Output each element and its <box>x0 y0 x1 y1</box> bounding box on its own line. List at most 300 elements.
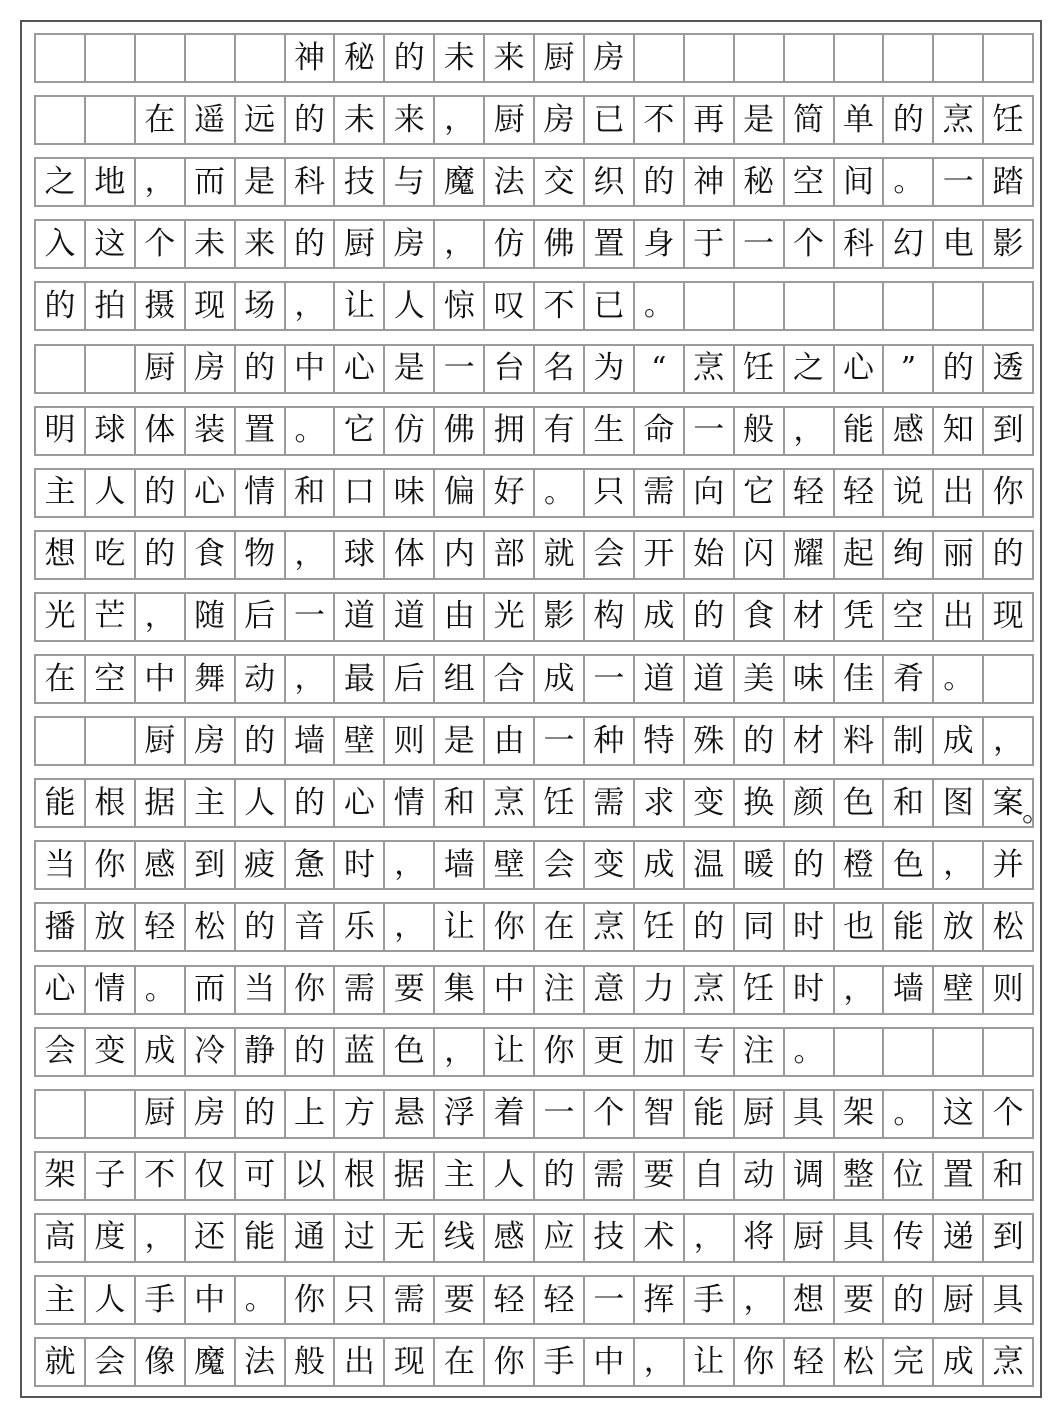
grid-cell: 拍 <box>86 283 136 329</box>
grid-cell: 佳 <box>835 656 885 702</box>
grid-cell: 感 <box>136 842 186 888</box>
grid-cell: 。 <box>785 1029 835 1075</box>
grid-cell <box>86 97 136 143</box>
grid-cell: 能 <box>835 408 885 454</box>
grid-cell: 图 <box>934 780 984 826</box>
grid-cell: 会 <box>585 532 635 578</box>
grid-cell: 轻 <box>535 1277 585 1323</box>
grid-cell: 悬 <box>385 1091 435 1137</box>
grid-row <box>34 778 1052 830</box>
grid-cell: 一 <box>535 718 585 764</box>
grid-cell: 时 <box>335 842 385 888</box>
grid-cell: 手 <box>535 1339 585 1385</box>
grid-cell: 的 <box>286 1029 336 1075</box>
grid-cell: 它 <box>335 408 385 454</box>
grid-cell: 这 <box>86 221 136 267</box>
grid-cell: 注 <box>735 1029 785 1075</box>
grid-cell: 术 <box>635 1215 685 1261</box>
grid-cell: 成 <box>535 656 585 702</box>
grid-cell <box>984 283 1034 329</box>
grid-cell: 。 <box>286 408 336 454</box>
grid-cell: 一 <box>435 346 485 392</box>
grid-row <box>34 281 1034 331</box>
grid-cell: 则 <box>984 967 1034 1013</box>
grid-cell: 专 <box>685 1029 735 1075</box>
grid-cell: 道 <box>385 594 435 640</box>
grid-cell <box>835 283 885 329</box>
grid-cell: 装 <box>186 408 236 454</box>
grid-cell: 厨 <box>485 97 535 143</box>
grid-cell: 美 <box>735 656 785 702</box>
grid-cell: 之 <box>785 346 835 392</box>
grid-cell: 主 <box>36 1277 86 1323</box>
grid-cell: 物 <box>236 532 286 578</box>
grid-cell: 仅 <box>186 1153 236 1199</box>
grid-cell: 递 <box>934 1215 984 1261</box>
grid-cell: 。 <box>884 1091 934 1137</box>
grid-cell: 需 <box>585 1153 635 1199</box>
grid-cell: 轻 <box>785 470 835 516</box>
grid-cell: 你 <box>535 1029 585 1075</box>
grid-row <box>34 1089 1034 1139</box>
grid-cell: 线 <box>435 1215 485 1261</box>
grid-cell: 完 <box>884 1339 934 1385</box>
grid-cell: 构 <box>585 594 635 640</box>
grid-cell: 的 <box>36 283 86 329</box>
grid-cell: 交 <box>535 159 585 205</box>
grid-cell: 的 <box>635 159 685 205</box>
grid-row <box>34 592 1034 642</box>
grid-cell: 魔 <box>435 159 485 205</box>
grid-cell: 时 <box>785 904 835 950</box>
grid-cell: 场 <box>236 283 286 329</box>
grid-cell: 身 <box>635 221 685 267</box>
grid-cell <box>785 35 835 81</box>
grid-cell: 在 <box>136 97 186 143</box>
grid-cell: 地 <box>86 159 136 205</box>
grid-row <box>34 1275 1034 1325</box>
grid-cell: 当 <box>236 967 286 1013</box>
grid-cell: 空 <box>86 656 136 702</box>
grid-cell: 调 <box>785 1153 835 1199</box>
grid-cell: 科 <box>835 221 885 267</box>
grid-cell: 现 <box>385 1339 435 1385</box>
grid-cell: 影 <box>984 221 1034 267</box>
grid-cell: 出 <box>335 1339 385 1385</box>
grid-cell: 织 <box>585 159 635 205</box>
grid-cell: 中 <box>485 967 535 1013</box>
grid-cell: 就 <box>36 1339 86 1385</box>
grid-cell: 具 <box>984 1277 1034 1323</box>
grid-cell: 随 <box>186 594 236 640</box>
grid-cell <box>835 35 885 81</box>
grid-cell: 惊 <box>435 283 485 329</box>
grid-cell <box>86 1091 136 1137</box>
grid-cell <box>136 35 186 81</box>
grid-cell: 需 <box>385 1277 435 1323</box>
grid-cell: ， <box>835 967 885 1013</box>
grid-cell: 加 <box>635 1029 685 1075</box>
grid-cell: 温 <box>685 842 735 888</box>
grid-cell: 轻 <box>485 1277 535 1323</box>
grid-cell: 一 <box>585 656 635 702</box>
grid-cell: 饪 <box>535 780 585 826</box>
grid-cell: 再 <box>685 97 735 143</box>
grid-cell: 主 <box>186 780 236 826</box>
grid-cell: 是 <box>385 346 435 392</box>
grid-cell: 方 <box>335 1091 385 1137</box>
grid-cell: 未 <box>186 221 236 267</box>
grid-cell: 影 <box>535 594 585 640</box>
grid-cell: 名 <box>535 346 585 392</box>
grid-cell: ， <box>286 532 336 578</box>
grid-cell: ， <box>785 408 835 454</box>
grid-cell: 会 <box>36 1029 86 1075</box>
grid-cell: 架 <box>36 1153 86 1199</box>
grid-cell: 心 <box>835 346 885 392</box>
grid-cell: 道 <box>635 656 685 702</box>
grid-cell: 电 <box>934 221 984 267</box>
grid-cell: 自 <box>685 1153 735 1199</box>
grid-cell: 向 <box>685 470 735 516</box>
grid-cell: 开 <box>635 532 685 578</box>
grid-row <box>34 1213 1034 1263</box>
grid-cell: 现 <box>984 594 1034 640</box>
grid-cell: 将 <box>735 1215 785 1261</box>
grid-cell <box>835 1029 885 1075</box>
grid-cell: 。 <box>236 1277 286 1323</box>
grid-cell: 感 <box>485 1215 535 1261</box>
grid-cell: 架 <box>835 1091 885 1137</box>
grid-cell: ， <box>385 842 435 888</box>
grid-cell: 饪 <box>735 346 785 392</box>
grid-cell: 的 <box>535 1153 585 1199</box>
grid-cell: 耀 <box>785 532 835 578</box>
grid-cell: 到 <box>984 1215 1034 1261</box>
grid-cell: 的 <box>884 97 934 143</box>
grid-cell: 由 <box>485 718 535 764</box>
grid-cell: 心 <box>335 346 385 392</box>
grid-cell: 中 <box>585 1339 635 1385</box>
grid-cell: 吃 <box>86 532 136 578</box>
grid-cell: ， <box>385 904 435 950</box>
grid-cell: ， <box>435 221 485 267</box>
grid-cell: 踏 <box>984 159 1034 205</box>
grid-cell: 是 <box>435 718 485 764</box>
grid-cell: 房 <box>186 718 236 764</box>
grid-cell: 集 <box>435 967 485 1013</box>
grid-cell: 壁 <box>934 967 984 1013</box>
grid-cell: 浮 <box>435 1091 485 1137</box>
grid-cell: 要 <box>635 1153 685 1199</box>
grid-row <box>34 530 1034 580</box>
grid-cell: 闪 <box>735 532 785 578</box>
grid-cell: 位 <box>884 1153 934 1199</box>
grid-cell: 厨 <box>785 1215 835 1261</box>
grid-cell: 能 <box>685 1091 735 1137</box>
grid-row <box>34 33 1034 83</box>
grid-cell: 过 <box>335 1215 385 1261</box>
grid-cell: 球 <box>86 408 136 454</box>
grid-cell: ， <box>136 594 186 640</box>
grid-cell: 是 <box>236 159 286 205</box>
grid-cell: 饪 <box>735 967 785 1013</box>
grid-cell: 空 <box>884 594 934 640</box>
grid-cell: ， <box>735 1277 785 1323</box>
grid-cell: 色 <box>884 842 934 888</box>
grid-cell: 成 <box>136 1029 186 1075</box>
grid-cell: 的 <box>136 470 186 516</box>
grid-cell <box>186 35 236 81</box>
manuscript-paper <box>20 20 1052 1398</box>
grid-cell: 饪 <box>635 904 685 950</box>
grid-cell: 你 <box>735 1339 785 1385</box>
grid-cell <box>984 35 1034 81</box>
grid-cell: 空 <box>785 159 835 205</box>
grid-cell: 不 <box>136 1153 186 1199</box>
grid-cell: 一 <box>934 159 984 205</box>
grid-cell: 以 <box>286 1153 336 1199</box>
grid-cell: 子 <box>86 1153 136 1199</box>
grid-cell: 动 <box>735 1153 785 1199</box>
grid-cell: 松 <box>835 1339 885 1385</box>
grid-cell: 单 <box>835 97 885 143</box>
grid-cell: 感 <box>884 408 934 454</box>
grid-cell: 一 <box>286 594 336 640</box>
grid-cell <box>36 346 86 392</box>
grid-cell: 。 <box>934 656 984 702</box>
grid-cell: 明 <box>36 408 86 454</box>
grid-cell: 在 <box>36 656 86 702</box>
grid-cell <box>934 1029 984 1075</box>
grid-cell: 手 <box>136 1277 186 1323</box>
grid-cell: 烹 <box>485 780 535 826</box>
grid-cell: 在 <box>435 1339 485 1385</box>
grid-cell: 厨 <box>136 346 186 392</box>
grid-cell: 简 <box>785 97 835 143</box>
grid-cell: 度 <box>86 1215 136 1261</box>
grid-cell: 只 <box>585 470 635 516</box>
grid-cell: 法 <box>236 1339 286 1385</box>
grid-cell: 厨 <box>934 1277 984 1323</box>
grid-cell: 案 <box>984 780 1034 826</box>
grid-cell: ， <box>136 1215 186 1261</box>
grid-cell: 还 <box>186 1215 236 1261</box>
grid-cell: 由 <box>435 594 485 640</box>
grid-cell: 中 <box>186 1277 236 1323</box>
grid-cell: 通 <box>286 1215 336 1261</box>
grid-cell: 变 <box>86 1029 136 1075</box>
grid-cell: 丽 <box>934 532 984 578</box>
grid-cell: 成 <box>934 718 984 764</box>
grid-row <box>34 219 1034 269</box>
grid-cell: 个 <box>984 1091 1034 1137</box>
grid-cell: 的 <box>685 904 735 950</box>
grid-cell: 成 <box>934 1339 984 1385</box>
grid-cell: 厨 <box>335 221 385 267</box>
grid-row <box>34 406 1034 456</box>
grid-cell: 透 <box>984 346 1034 392</box>
grid-cell: 人 <box>385 283 435 329</box>
grid-cell: 色 <box>835 780 885 826</box>
grid-cell: 房 <box>585 35 635 81</box>
grid-cell: 佛 <box>535 221 585 267</box>
grid-cell: 的 <box>286 97 336 143</box>
grid-cell <box>735 35 785 81</box>
grid-row <box>34 1337 1034 1387</box>
grid-cell <box>236 35 286 81</box>
grid-cell: 饪 <box>984 97 1034 143</box>
grid-cell: 已 <box>585 283 635 329</box>
grid-cell: 可 <box>236 1153 286 1199</box>
grid-cell: 心 <box>36 967 86 1013</box>
grid-cell <box>884 283 934 329</box>
grid-cell: 摄 <box>136 283 186 329</box>
grid-cell: 你 <box>485 904 535 950</box>
grid-row <box>34 840 1034 890</box>
grid-cell: 当 <box>36 842 86 888</box>
grid-cell: 个 <box>585 1091 635 1137</box>
grid-cell: 种 <box>585 718 635 764</box>
grid-cell: 芒 <box>86 594 136 640</box>
grid-cell: 出 <box>934 594 984 640</box>
grid-cell: 材 <box>785 594 835 640</box>
grid-cell: 人 <box>485 1153 535 1199</box>
grid-cell: 拥 <box>485 408 535 454</box>
grid-cell: 墙 <box>884 967 934 1013</box>
grid-cell <box>36 35 86 81</box>
grid-cell: ， <box>136 159 186 205</box>
grid-cell: 颜 <box>785 780 835 826</box>
grid-cell: 入 <box>36 221 86 267</box>
grid-cell: 秘 <box>335 35 385 81</box>
grid-cell <box>86 35 136 81</box>
grid-cell: 房 <box>186 1091 236 1137</box>
grid-cell: 后 <box>385 656 435 702</box>
grid-cell: 远 <box>236 97 286 143</box>
grid-cell: 轻 <box>835 470 885 516</box>
grid-cell: 轻 <box>785 1339 835 1385</box>
grid-cell: 的 <box>286 221 336 267</box>
grid-cell: 的 <box>884 1277 934 1323</box>
grid-cell: 光 <box>36 594 86 640</box>
grid-cell: 说 <box>884 470 934 516</box>
grid-cell: 而 <box>186 967 236 1013</box>
grid-cell: 来 <box>485 35 535 81</box>
grid-cell: 并 <box>984 842 1034 888</box>
grid-cell: 神 <box>286 35 336 81</box>
grid-cell: 技 <box>335 159 385 205</box>
grid-cell <box>36 1091 86 1137</box>
grid-cell: 就 <box>535 532 585 578</box>
grid-cell: 遥 <box>186 97 236 143</box>
grid-cell: 变 <box>685 780 735 826</box>
grid-cell: ， <box>435 97 485 143</box>
grid-cell: 的 <box>984 532 1034 578</box>
grid-cell: 这 <box>934 1091 984 1137</box>
grid-cell: 上 <box>286 1091 336 1137</box>
grid-cell: 生 <box>585 408 635 454</box>
grid-cell: 魔 <box>186 1339 236 1385</box>
grid-row <box>34 1027 1034 1077</box>
grid-cell: 口 <box>335 470 385 516</box>
grid-cell: 法 <box>485 159 535 205</box>
grid-cell: 橙 <box>835 842 885 888</box>
grid-cell: 神 <box>685 159 735 205</box>
grid-cell: 需 <box>585 780 635 826</box>
grid-cell <box>884 1029 934 1075</box>
grid-cell: 的 <box>286 780 336 826</box>
grid-cell: ， <box>934 842 984 888</box>
grid-cell: 想 <box>785 1277 835 1323</box>
grid-cell: 需 <box>335 967 385 1013</box>
grid-cell: 轻 <box>136 904 186 950</box>
grid-cell: 你 <box>86 842 136 888</box>
grid-cell: 同 <box>735 904 785 950</box>
grid-cell: 冷 <box>186 1029 236 1075</box>
grid-cell <box>635 35 685 81</box>
grid-cell: 命 <box>635 408 685 454</box>
grid-cell: ” <box>884 346 934 392</box>
grid-cell: 烹 <box>984 1339 1034 1385</box>
grid-cell: 的 <box>236 718 286 764</box>
grid-cell: 播 <box>36 904 86 950</box>
grid-cell: ， <box>635 1339 685 1385</box>
grid-cell: 让 <box>435 904 485 950</box>
grid-cell: 换 <box>735 780 785 826</box>
grid-cell: 合 <box>485 656 535 702</box>
grid-cell: 一 <box>735 221 785 267</box>
grid-row <box>34 157 1034 207</box>
grid-cell: 的 <box>385 35 435 81</box>
grid-cell: 体 <box>385 532 435 578</box>
grid-cell: 偏 <box>435 470 485 516</box>
grid-cell: 凭 <box>835 594 885 640</box>
grid-cell: 和 <box>984 1153 1034 1199</box>
grid-cell: 内 <box>435 532 485 578</box>
grid-cell: 的 <box>236 346 286 392</box>
grid-cell: 般 <box>286 1339 336 1385</box>
grid-cell: 仿 <box>385 408 435 454</box>
grid-cell: 秘 <box>735 159 785 205</box>
grid-cell: 房 <box>385 221 435 267</box>
grid-row <box>34 468 1034 518</box>
grid-row <box>34 965 1034 1015</box>
grid-cell: 知 <box>934 408 984 454</box>
grid-row <box>34 1151 1034 1201</box>
grid-cell: 你 <box>984 470 1034 516</box>
grid-cell: 后 <box>236 594 286 640</box>
grid-cell: 放 <box>934 904 984 950</box>
grid-cell: 置 <box>585 221 635 267</box>
grid-cell: 厨 <box>535 35 585 81</box>
grid-cell: 你 <box>286 967 336 1013</box>
grid-cell: 殊 <box>685 718 735 764</box>
grid-cell: 无 <box>385 1215 435 1261</box>
grid-cell: “ <box>635 346 685 392</box>
grid-cell: 壁 <box>335 718 385 764</box>
grid-cell: 主 <box>435 1153 485 1199</box>
grid-cell: 。 <box>635 283 685 329</box>
grid-cell: 中 <box>286 346 336 392</box>
overflow-punctuation: 。 <box>1022 794 1052 830</box>
grid-cell: 于 <box>685 221 735 267</box>
grid-cell: 一 <box>585 1277 635 1323</box>
grid-cell: 的 <box>685 594 735 640</box>
grid-cell: 手 <box>685 1277 735 1323</box>
grid-cell: 让 <box>485 1029 535 1075</box>
grid-cell: 有 <box>535 408 585 454</box>
